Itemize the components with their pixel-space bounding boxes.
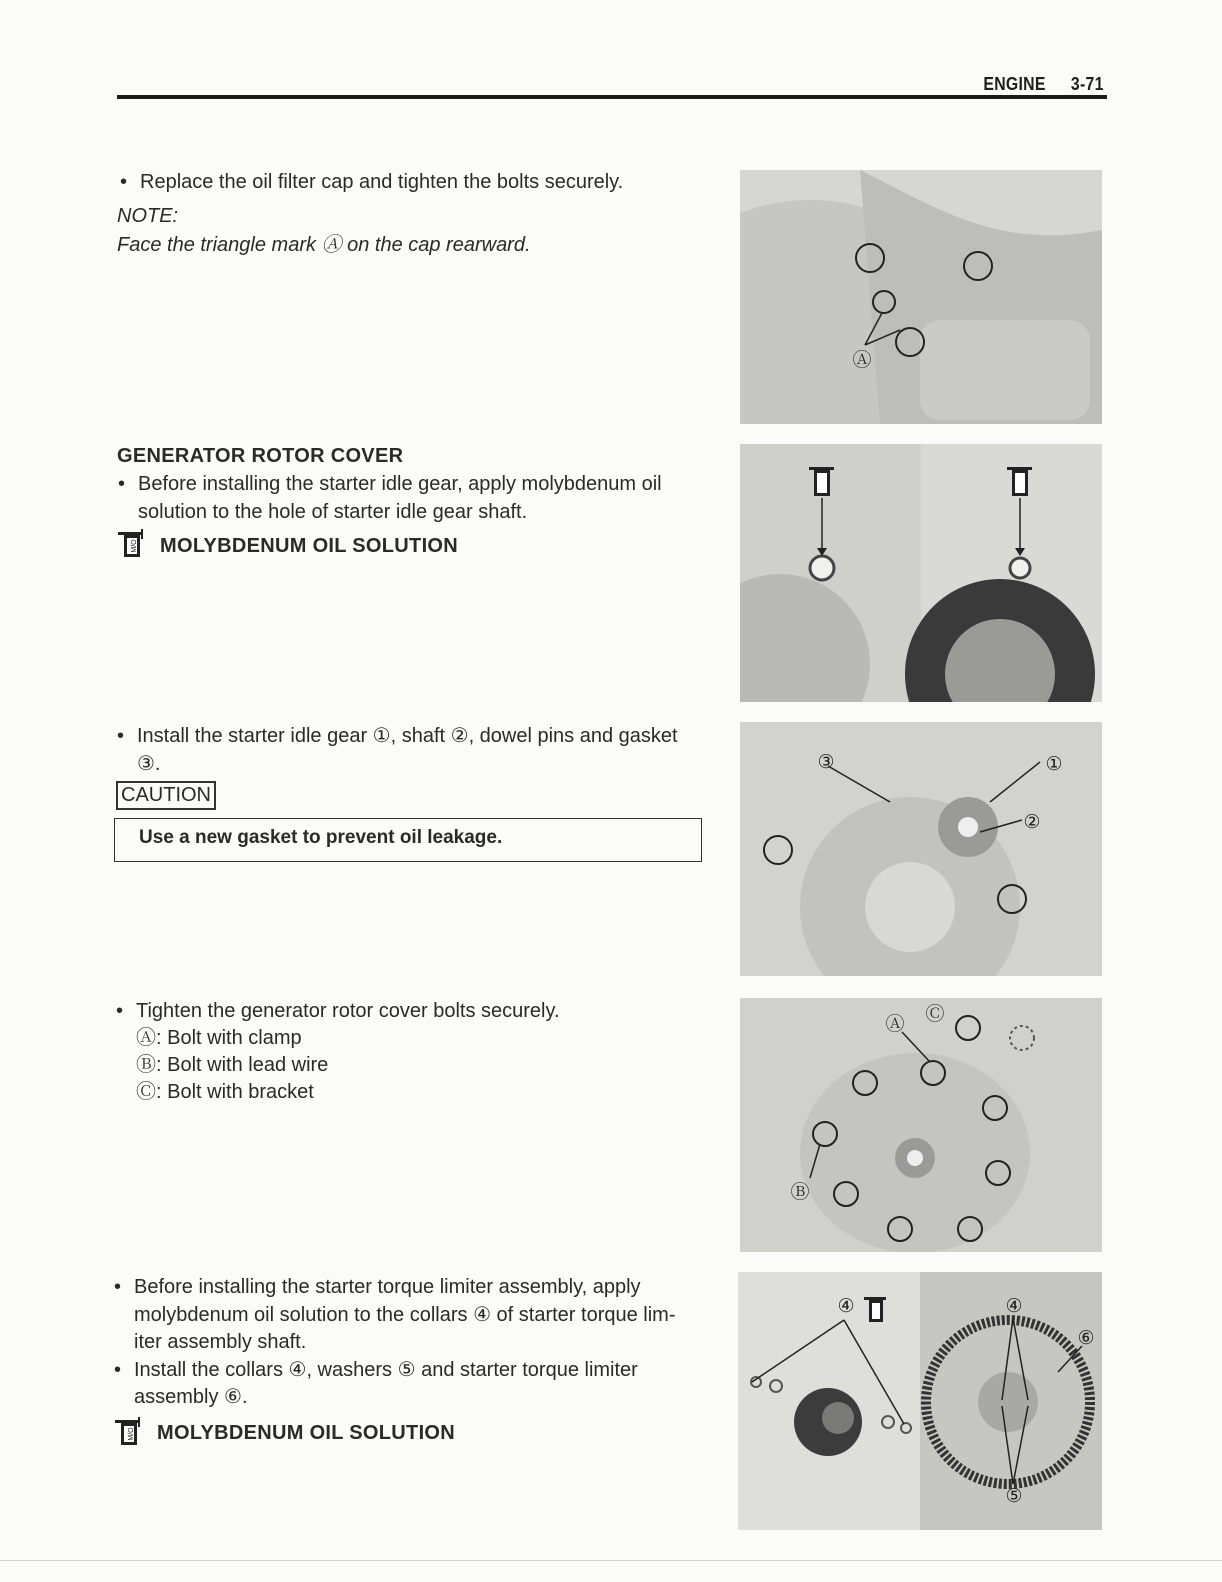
label-1: ① — [1045, 753, 1063, 775]
note-label: NOTE: — [117, 205, 179, 227]
moly-label: MOLYBDENUM OIL SOLUTION — [160, 535, 459, 557]
label-4: ④ — [1005, 1295, 1023, 1317]
header-rule — [117, 95, 1107, 99]
label-a: Ⓐ — [852, 349, 872, 371]
page-header — [984, 74, 1104, 95]
photo-oil-filter-cap — [740, 170, 1102, 424]
label-c: Ⓒ — [925, 1003, 945, 1025]
label-b: Ⓑ — [790, 1181, 810, 1203]
moly-note-2 — [113, 1414, 493, 1450]
photo-starter-idle-gear — [740, 722, 1102, 976]
photo-rotor-cover-bolts — [740, 998, 1102, 1252]
svg-text:M/O: M/O — [131, 539, 138, 553]
step-tighten-bolts: • Tighten the generator rotor cover bolts securely. — [136, 997, 696, 1025]
oil-can-mo-icon — [116, 526, 150, 560]
caution-box — [114, 818, 702, 862]
step-torque-limiter-line1: • Before installing the starter torque limiter assembly, apply — [134, 1273, 704, 1301]
step-oil-filter-cap: • Replace the oil filter cap and tighten the bolts securely. — [140, 168, 700, 196]
svg-text:M/O: M/O — [128, 1427, 135, 1441]
step-torque-limiter-line3: iter assembly shaft. — [134, 1331, 307, 1353]
step-install-idle-gear-line2: ③. — [137, 753, 161, 775]
label-2: ② — [1023, 811, 1041, 833]
label-a: Ⓐ — [885, 1013, 905, 1035]
label-4: ④ — [837, 1295, 855, 1317]
bolt-item-b: Ⓑ: Bolt with lead wire — [136, 1054, 329, 1076]
section-title: ENGINE — [983, 74, 1047, 94]
bottom-edge — [0, 1560, 1222, 1561]
step-install-idle-gear-line1: • Install the starter idle gear ①, shaft ②, dowel pins and gasket — [137, 722, 717, 750]
bolt-item-a: Ⓐ: Bolt with clamp — [136, 1027, 302, 1049]
step-torque-limiter-line2: molybdenum oil solution to the collars ④ of starter torque lim- — [134, 1304, 676, 1326]
photo-torque-limiter — [738, 1272, 1102, 1530]
moly-note-1 — [116, 526, 496, 562]
step-install-collars-line1: • Install the collars ④, washers ⑤ and starter torque limiter — [134, 1356, 704, 1384]
caution-text: Use a new gasket to prevent oil leakage. — [139, 827, 503, 848]
label-3: ③ — [817, 751, 835, 773]
photo-idle-gear-shaft-hole — [740, 444, 1102, 702]
label-6: ⑥ — [1077, 1327, 1095, 1349]
note-text: Face the triangle mark Ⓐ on the cap rearward. — [117, 234, 531, 256]
page-number: 3-71 — [1071, 74, 1104, 94]
step-moly-idle-gear-line2: solution to the hole of starter idle gear shaft. — [138, 501, 528, 523]
caution-label: CAUTION — [116, 781, 216, 810]
bolt-item-c: Ⓒ: Bolt with bracket — [136, 1081, 314, 1103]
moly-label: MOLYBDENUM OIL SOLUTION — [157, 1422, 456, 1444]
step-install-collars-line2: assembly ⑥. — [134, 1386, 248, 1408]
section-heading: GENERATOR ROTOR COVER — [117, 445, 404, 467]
label-5: ⑤ — [1005, 1485, 1023, 1507]
step-moly-idle-gear-line1: • Before installing the starter idle gear, apply molybdenum oil — [138, 470, 708, 498]
oil-can-mo-icon — [113, 1414, 147, 1448]
